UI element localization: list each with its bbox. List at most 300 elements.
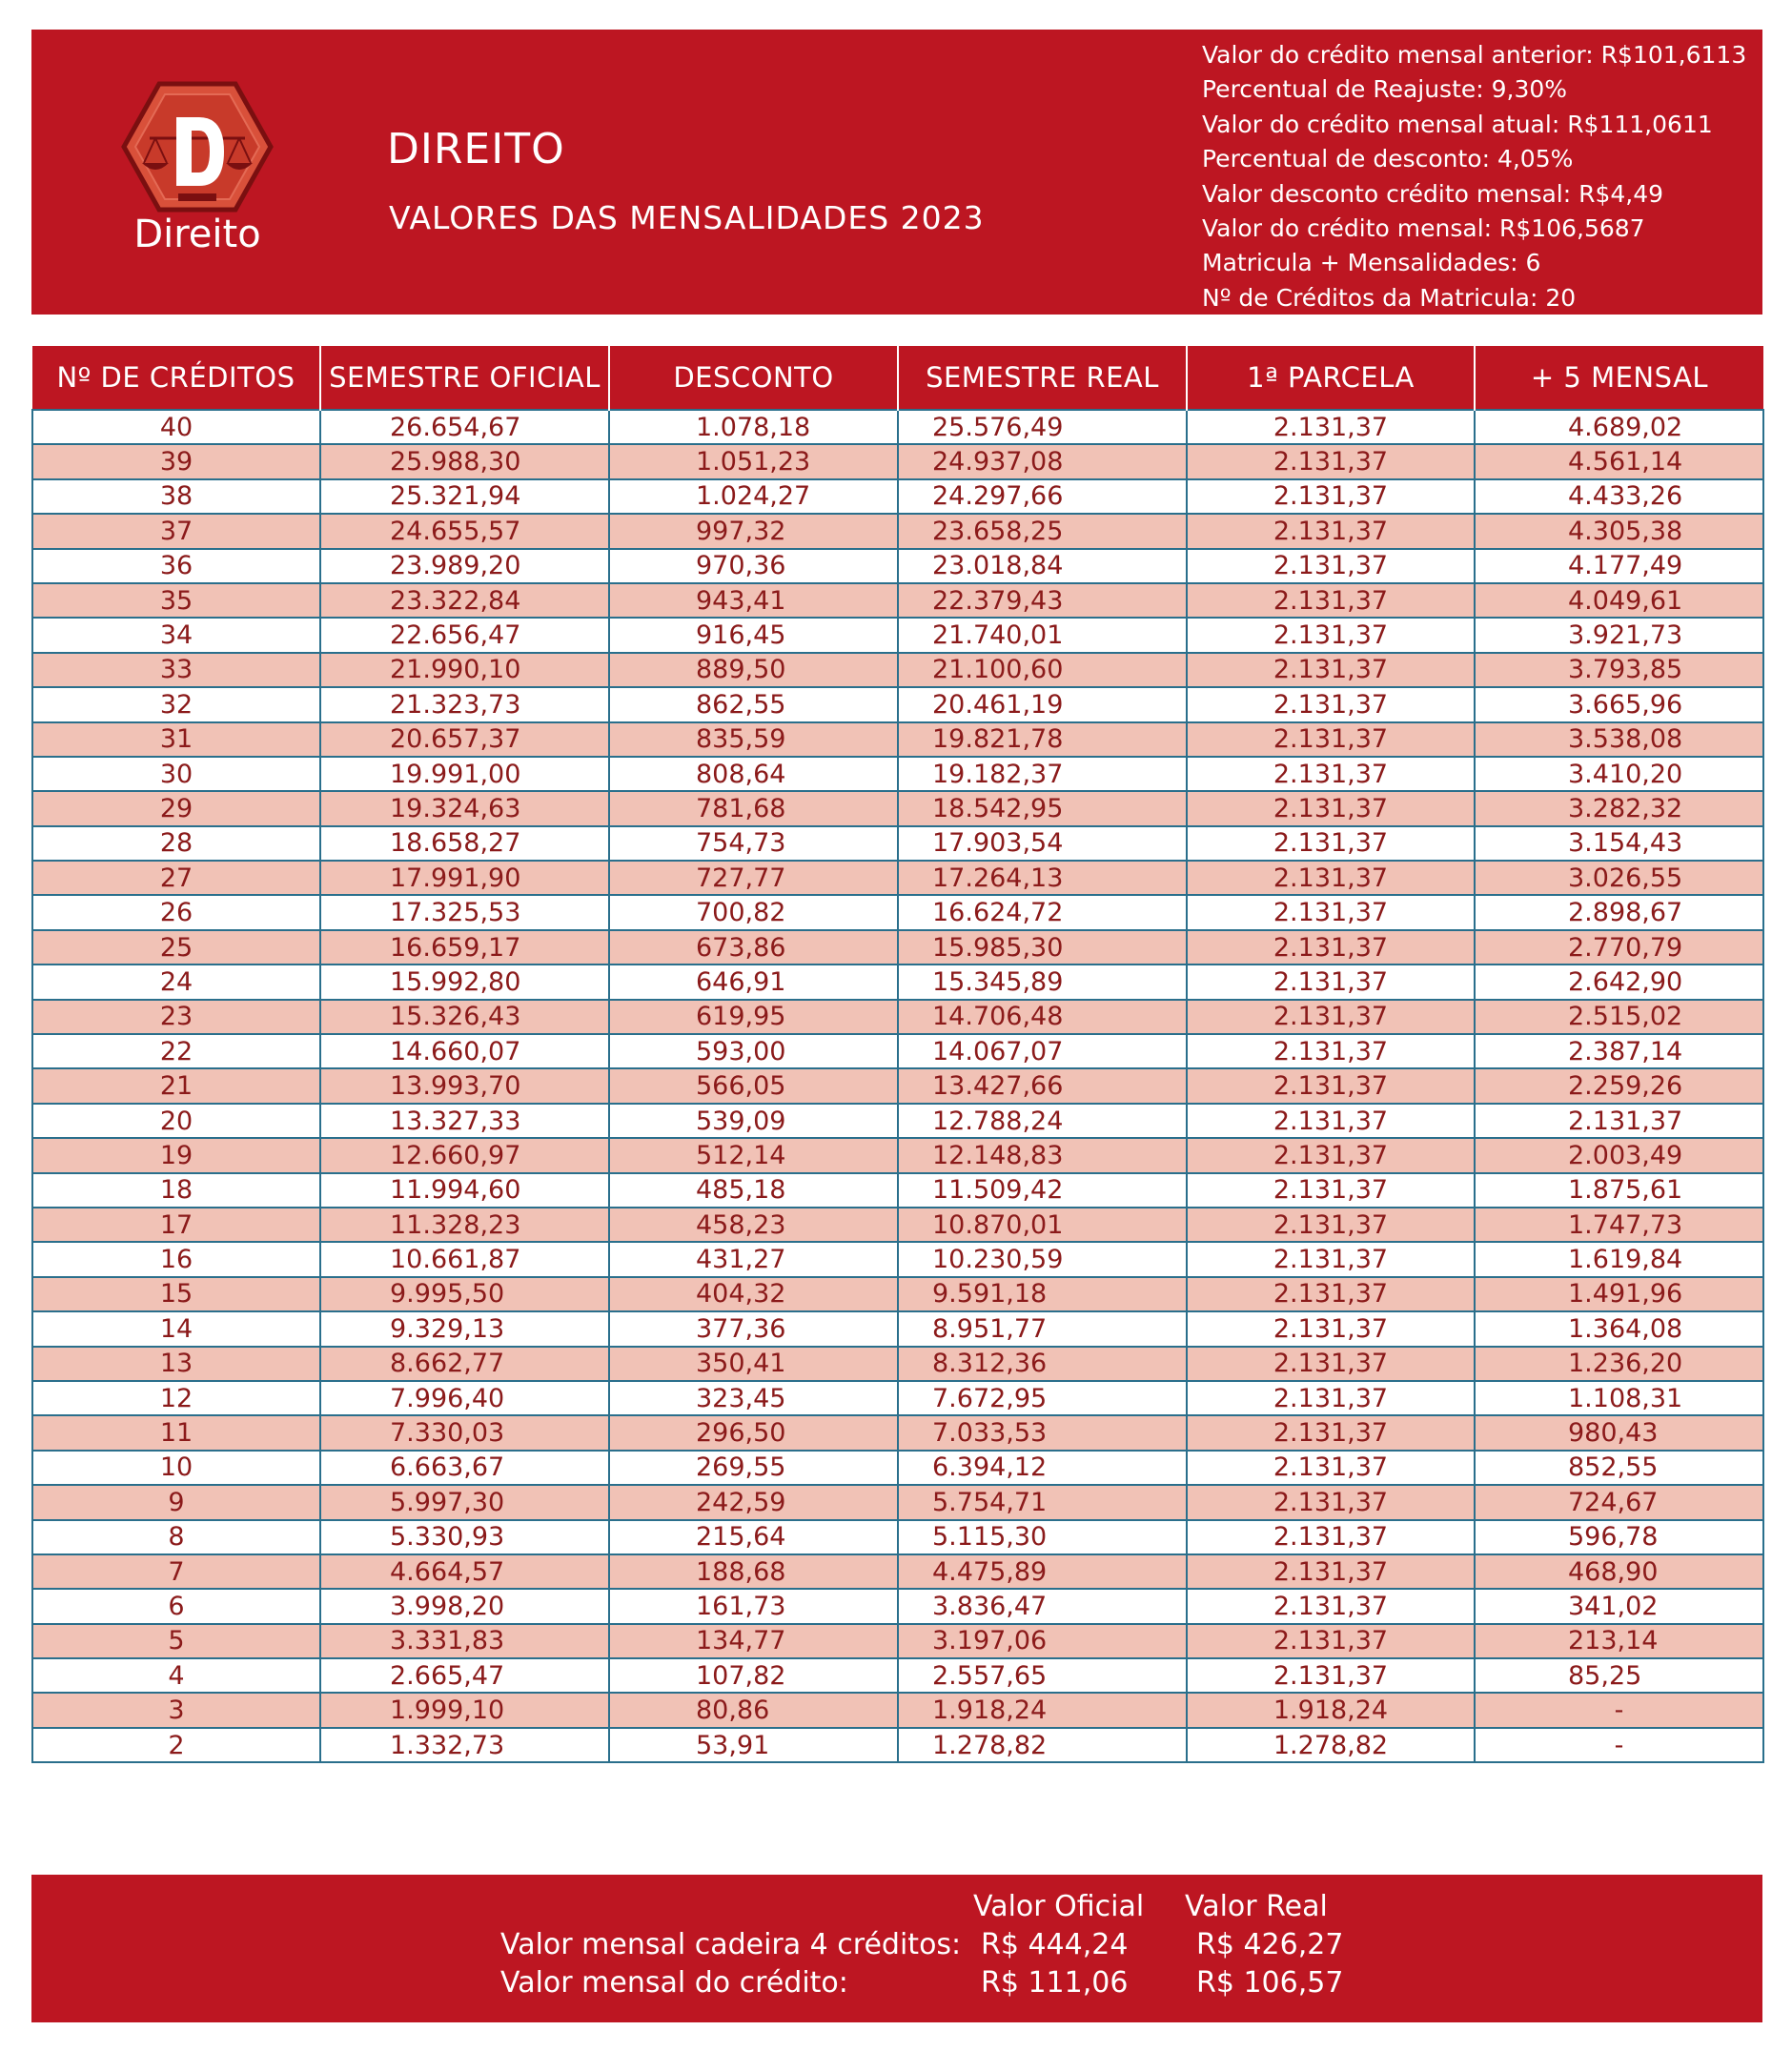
footer-row2-official: R$ 111,06 [981, 1966, 1129, 2000]
table-cell: 19.991,00 [320, 757, 609, 791]
table-cell: 2.131,37 [1187, 1658, 1475, 1693]
table-row [32, 1242, 1763, 1276]
table-cell: 539,09 [609, 1104, 898, 1138]
table-row [32, 653, 1763, 687]
table-body [32, 410, 1763, 1762]
table-cell: 2.665,47 [320, 1658, 609, 1693]
table-cell: 593,00 [609, 1034, 898, 1068]
table-cell: 24 [32, 965, 320, 999]
table-cell: 2.131,37 [1187, 895, 1475, 929]
table-cell: 1.747,73 [1475, 1208, 1763, 1242]
fees-table-container [31, 346, 1762, 1763]
page-title: DIREITO [387, 125, 565, 173]
logo-text: Direito [133, 213, 261, 256]
table-cell: 23.322,84 [320, 583, 609, 618]
table-header-row [32, 346, 1763, 410]
table-cell: 2.131,37 [1187, 1347, 1475, 1381]
table-cell: 12.788,24 [898, 1104, 1187, 1138]
table-cell: 2.131,37 [1187, 1485, 1475, 1519]
table-cell: 12 [32, 1381, 320, 1415]
table-cell: 2.131,37 [1187, 1034, 1475, 1068]
info-line: Valor do crédito mensal anterior: R$101,6113 [1202, 41, 1747, 69]
table-cell: 566,05 [609, 1068, 898, 1103]
table-cell: 2.131,37 [1187, 1104, 1475, 1138]
table-cell: 2.131,37 [1187, 1554, 1475, 1589]
table-cell: 4.475,89 [898, 1554, 1187, 1589]
table-cell: 2.131,37 [1187, 549, 1475, 583]
table-cell: 269,55 [609, 1451, 898, 1485]
footer-row2-real: R$ 106,57 [1196, 1966, 1344, 2000]
table-cell: 835,59 [609, 722, 898, 757]
table-row [32, 1554, 1763, 1589]
table-cell: 2.131,37 [1187, 1624, 1475, 1658]
table-cell: 25 [32, 930, 320, 965]
table-cell: 1.491,96 [1475, 1277, 1763, 1311]
table-cell: 19.182,37 [898, 757, 1187, 791]
table-row [32, 479, 1763, 514]
table-cell: 916,45 [609, 618, 898, 652]
table-cell: 4.305,38 [1475, 514, 1763, 548]
table-cell: 14.660,07 [320, 1034, 609, 1068]
table-cell: 19.324,63 [320, 791, 609, 825]
table-cell: 36 [32, 549, 320, 583]
table-cell: 26.654,67 [320, 410, 609, 444]
table-cell: 377,36 [609, 1311, 898, 1346]
table-cell: 5.997,30 [320, 1485, 609, 1519]
table-cell: 18.658,27 [320, 826, 609, 861]
table-cell: 2.515,02 [1475, 1000, 1763, 1034]
table-row [32, 1311, 1763, 1346]
table-cell: 9 [32, 1485, 320, 1519]
table-cell: 2.131,37 [1187, 1415, 1475, 1450]
table-cell: 14.706,48 [898, 1000, 1187, 1034]
table-cell: 2.131,37 [1187, 826, 1475, 861]
table-cell: 2.259,26 [1475, 1068, 1763, 1103]
table-cell: 350,41 [609, 1347, 898, 1381]
table-cell: 2.131,37 [1187, 444, 1475, 478]
table-cell: 134,77 [609, 1624, 898, 1658]
table-row [32, 722, 1763, 757]
table-cell: 1.024,27 [609, 479, 898, 514]
table-row [32, 1624, 1763, 1658]
table-cell: 724,67 [1475, 1485, 1763, 1519]
table-cell: 12.148,83 [898, 1138, 1187, 1172]
info-line: Valor desconto crédito mensal: R$4,49 [1202, 179, 1664, 208]
table-cell: 943,41 [609, 583, 898, 618]
info-line: Valor do crédito mensal atual: R$111,0611 [1202, 110, 1713, 138]
table-cell: 23.658,25 [898, 514, 1187, 548]
table-cell: 29 [32, 791, 320, 825]
footer-row2-label: Valor mensal do crédito: [500, 1966, 848, 2000]
table-cell: 21.100,60 [898, 653, 1187, 687]
table-cell: 3.026,55 [1475, 861, 1763, 895]
table-cell: - [1475, 1728, 1763, 1762]
table-cell: 17.325,53 [320, 895, 609, 929]
table-cell: 21.990,10 [320, 653, 609, 687]
table-cell: - [1475, 1693, 1763, 1727]
table-cell: 2.131,37 [1187, 583, 1475, 618]
table-cell: 23.018,84 [898, 549, 1187, 583]
info-panel [1202, 38, 1746, 315]
table-cell: 2.131,37 [1187, 1173, 1475, 1208]
table-cell: 3.793,85 [1475, 653, 1763, 687]
table-cell: 21 [32, 1068, 320, 1103]
column-header: SEMESTRE REAL [898, 346, 1187, 410]
table-row [32, 1381, 1763, 1415]
table-cell: 970,36 [609, 549, 898, 583]
table-cell: 2.131,37 [1187, 479, 1475, 514]
table-cell: 2.131,37 [1187, 1138, 1475, 1172]
table-cell: 14.067,07 [898, 1034, 1187, 1068]
table-cell: 754,73 [609, 826, 898, 861]
footer-row1-label: Valor mensal cadeira 4 créditos: [500, 1928, 962, 1961]
table-row [32, 1693, 1763, 1727]
fees-table [31, 346, 1764, 1763]
table-cell: 16 [32, 1242, 320, 1276]
table-row [32, 1104, 1763, 1138]
table-cell: 2.131,37 [1187, 965, 1475, 999]
table-cell: 2 [32, 1728, 320, 1762]
table-cell: 53,91 [609, 1728, 898, 1762]
table-cell: 8.312,36 [898, 1347, 1187, 1381]
table-cell: 39 [32, 444, 320, 478]
table-cell: 2.131,37 [1187, 1520, 1475, 1554]
table-cell: 7.672,95 [898, 1381, 1187, 1415]
table-cell: 2.131,37 [1187, 653, 1475, 687]
table-row [32, 1589, 1763, 1623]
table-cell: 5.754,71 [898, 1485, 1187, 1519]
table-cell: 512,14 [609, 1138, 898, 1172]
table-row [32, 965, 1763, 999]
table-cell: 18.542,95 [898, 791, 1187, 825]
table-cell: 2.557,65 [898, 1658, 1187, 1693]
table-cell: 213,14 [1475, 1624, 1763, 1658]
table-row [32, 687, 1763, 721]
table-cell: 8 [32, 1520, 320, 1554]
table-cell: 2.131,37 [1187, 1381, 1475, 1415]
table-row [32, 410, 1763, 444]
table-cell: 14 [32, 1311, 320, 1346]
table-cell: 4.689,02 [1475, 410, 1763, 444]
table-cell: 11.328,23 [320, 1208, 609, 1242]
table-cell: 700,82 [609, 895, 898, 929]
table-cell: 1.619,84 [1475, 1242, 1763, 1276]
table-cell: 2.387,14 [1475, 1034, 1763, 1068]
table-cell: 3.538,08 [1475, 722, 1763, 757]
table-cell: 1.108,31 [1475, 1381, 1763, 1415]
table-cell: 8.951,77 [898, 1311, 1187, 1346]
table-cell: 12.660,97 [320, 1138, 609, 1172]
table-cell: 17.903,54 [898, 826, 1187, 861]
table-cell: 13 [32, 1347, 320, 1381]
footer-row1-official: R$ 444,24 [981, 1928, 1129, 1961]
table-row [32, 1658, 1763, 1693]
table-row [32, 757, 1763, 791]
table-cell: 10.230,59 [898, 1242, 1187, 1276]
table-cell: 188,68 [609, 1554, 898, 1589]
table-cell: 2.131,37 [1187, 722, 1475, 757]
table-cell: 15.985,30 [898, 930, 1187, 965]
table-cell: 3.154,43 [1475, 826, 1763, 861]
table-cell: 38 [32, 479, 320, 514]
table-cell: 646,91 [609, 965, 898, 999]
direito-logo [102, 81, 293, 272]
table-cell: 7.033,53 [898, 1415, 1187, 1450]
table-cell: 781,68 [609, 791, 898, 825]
column-header: Nº DE CRÉDITOS [32, 346, 320, 410]
table-cell: 980,43 [1475, 1415, 1763, 1450]
table-cell: 3.921,73 [1475, 618, 1763, 652]
table-cell: 997,32 [609, 514, 898, 548]
table-cell: 431,27 [609, 1242, 898, 1276]
table-cell: 28 [32, 826, 320, 861]
table-cell: 2.131,37 [1187, 757, 1475, 791]
table-cell: 15 [32, 1277, 320, 1311]
table-cell: 21.740,01 [898, 618, 1187, 652]
table-cell: 13.427,66 [898, 1068, 1187, 1103]
table-cell: 2.131,37 [1187, 791, 1475, 825]
table-cell: 323,45 [609, 1381, 898, 1415]
table-cell: 7 [32, 1554, 320, 1589]
column-header: 1ª PARCELA [1187, 346, 1475, 410]
table-cell: 17 [32, 1208, 320, 1242]
table-row [32, 791, 1763, 825]
table-cell: 2.131,37 [1187, 1208, 1475, 1242]
table-cell: 4 [32, 1658, 320, 1693]
table-cell: 862,55 [609, 687, 898, 721]
table-cell: 2.131,37 [1187, 618, 1475, 652]
table-cell: 485,18 [609, 1173, 898, 1208]
table-cell: 10 [32, 1451, 320, 1485]
table-cell: 2.131,37 [1187, 514, 1475, 548]
table-cell: 25.321,94 [320, 479, 609, 514]
table-cell: 17.264,13 [898, 861, 1187, 895]
table-row [32, 1520, 1763, 1554]
table-cell: 5.115,30 [898, 1520, 1187, 1554]
table-cell: 24.297,66 [898, 479, 1187, 514]
table-cell: 808,64 [609, 757, 898, 791]
table-cell: 15.345,89 [898, 965, 1187, 999]
table-row [32, 1728, 1763, 1762]
table-cell: 296,50 [609, 1415, 898, 1450]
table-cell: 20.657,37 [320, 722, 609, 757]
table-cell: 3 [32, 1693, 320, 1727]
table-row [32, 1415, 1763, 1450]
table-cell: 22 [32, 1034, 320, 1068]
table-cell: 20 [32, 1104, 320, 1138]
table-row [32, 1208, 1763, 1242]
table-cell: 25.576,49 [898, 410, 1187, 444]
table-cell: 1.051,23 [609, 444, 898, 478]
table-cell: 18 [32, 1173, 320, 1208]
table-cell: 1.078,18 [609, 410, 898, 444]
table-cell: 15.992,80 [320, 965, 609, 999]
footer-col-real: Valor Real [1185, 1890, 1328, 1923]
page-subtitle: VALORES DAS MENSALIDADES 2023 [389, 199, 985, 236]
table-cell: 11.994,60 [320, 1173, 609, 1208]
table-cell: 458,23 [609, 1208, 898, 1242]
table-cell: 33 [32, 653, 320, 687]
table-cell: 242,59 [609, 1485, 898, 1519]
table-cell: 107,82 [609, 1658, 898, 1693]
table-cell: 3.836,47 [898, 1589, 1187, 1623]
table-cell: 161,73 [609, 1589, 898, 1623]
table-cell: 889,50 [609, 653, 898, 687]
table-cell: 2.131,37 [1187, 861, 1475, 895]
table-row [32, 444, 1763, 478]
table-cell: 3.197,06 [898, 1624, 1187, 1658]
table-cell: 35 [32, 583, 320, 618]
table-row [32, 930, 1763, 965]
table-cell: 17.991,90 [320, 861, 609, 895]
table-row [32, 514, 1763, 548]
table-row [32, 1034, 1763, 1068]
table-cell: 6 [32, 1589, 320, 1623]
table-cell: 4.664,57 [320, 1554, 609, 1589]
table-cell: 26 [32, 895, 320, 929]
table-cell: 2.131,37 [1187, 410, 1475, 444]
table-cell: 5 [32, 1624, 320, 1658]
table-cell: 3.665,96 [1475, 687, 1763, 721]
footer-summary [31, 1875, 1762, 2022]
column-header: + 5 MENSAL [1475, 346, 1763, 410]
table-cell: 10.661,87 [320, 1242, 609, 1276]
table-cell: 16.624,72 [898, 895, 1187, 929]
table-cell: 24.937,08 [898, 444, 1187, 478]
table-cell: 3.998,20 [320, 1589, 609, 1623]
table-row [32, 549, 1763, 583]
table-cell: 468,90 [1475, 1554, 1763, 1589]
table-cell: 673,86 [609, 930, 898, 965]
table-cell: 85,25 [1475, 1658, 1763, 1693]
table-cell: 4.177,49 [1475, 549, 1763, 583]
table-cell: 2.131,37 [1187, 930, 1475, 965]
table-cell: 2.770,79 [1475, 930, 1763, 965]
table-cell: 9.329,13 [320, 1311, 609, 1346]
table-cell: 19 [32, 1138, 320, 1172]
header-banner [31, 30, 1762, 315]
table-cell: 16.659,17 [320, 930, 609, 965]
table-cell: 619,95 [609, 1000, 898, 1034]
table-row [32, 826, 1763, 861]
table-cell: 22.379,43 [898, 583, 1187, 618]
scales-of-justice-icon [121, 81, 274, 213]
table-cell: 27 [32, 861, 320, 895]
table-cell: 3.410,20 [1475, 757, 1763, 791]
table-cell: 20.461,19 [898, 687, 1187, 721]
table-cell: 1.364,08 [1475, 1311, 1763, 1346]
table-cell: 1.918,24 [1187, 1693, 1475, 1727]
table-cell: 1.278,82 [1187, 1728, 1475, 1762]
table-cell: 852,55 [1475, 1451, 1763, 1485]
table-cell: 22.656,47 [320, 618, 609, 652]
table-cell: 9.591,18 [898, 1277, 1187, 1311]
table-cell: 13.993,70 [320, 1068, 609, 1103]
info-line: Percentual de Reajuste: 9,30% [1202, 75, 1568, 104]
table-cell: 2.131,37 [1187, 1311, 1475, 1346]
table-cell: 2.898,67 [1475, 895, 1763, 929]
table-cell: 4.561,14 [1475, 444, 1763, 478]
table-cell: 2.131,37 [1187, 1589, 1475, 1623]
info-line: Nº de Créditos da Matricula: 20 [1202, 283, 1577, 312]
table-row [32, 1068, 1763, 1103]
table-cell: 2.131,37 [1187, 1242, 1475, 1276]
table-cell: 2.131,37 [1475, 1104, 1763, 1138]
table-cell: 1.918,24 [898, 1693, 1187, 1727]
table-cell: 3.282,32 [1475, 791, 1763, 825]
table-cell: 2.131,37 [1187, 1277, 1475, 1311]
footer-row1-real: R$ 426,27 [1196, 1928, 1344, 1961]
table-cell: 341,02 [1475, 1589, 1763, 1623]
table-cell: 404,32 [609, 1277, 898, 1311]
table-cell: 30 [32, 757, 320, 791]
table-row [32, 861, 1763, 895]
table-cell: 37 [32, 514, 320, 548]
info-line: Percentual de desconto: 4,05% [1202, 145, 1574, 173]
table-cell: 10.870,01 [898, 1208, 1187, 1242]
table-cell: 3.331,83 [320, 1624, 609, 1658]
table-row [32, 1451, 1763, 1485]
column-header: SEMESTRE OFICIAL [320, 346, 609, 410]
table-cell: 4.433,26 [1475, 479, 1763, 514]
table-row [32, 583, 1763, 618]
table-cell: 25.988,30 [320, 444, 609, 478]
table-cell: 2.642,90 [1475, 965, 1763, 999]
column-header: DESCONTO [609, 346, 898, 410]
table-cell: 2.131,37 [1187, 1068, 1475, 1103]
table-cell: 6.394,12 [898, 1451, 1187, 1485]
table-cell: 4.049,61 [1475, 583, 1763, 618]
table-cell: 596,78 [1475, 1520, 1763, 1554]
table-row [32, 1347, 1763, 1381]
table-row [32, 895, 1763, 929]
table-cell: 5.330,93 [320, 1520, 609, 1554]
table-row [32, 618, 1763, 652]
table-cell: 8.662,77 [320, 1347, 609, 1381]
table-cell: 1.236,20 [1475, 1347, 1763, 1381]
table-cell: 2.131,37 [1187, 1000, 1475, 1034]
table-cell: 727,77 [609, 861, 898, 895]
table-cell: 215,64 [609, 1520, 898, 1554]
table-cell: 11 [32, 1415, 320, 1450]
table-cell: 21.323,73 [320, 687, 609, 721]
table-cell: 15.326,43 [320, 1000, 609, 1034]
table-cell: 7.996,40 [320, 1381, 609, 1415]
table-row [32, 1000, 1763, 1034]
table-row [32, 1485, 1763, 1519]
table-cell: 80,86 [609, 1693, 898, 1727]
table-row [32, 1173, 1763, 1208]
table-cell: 7.330,03 [320, 1415, 609, 1450]
table-cell: 40 [32, 410, 320, 444]
table-cell: 11.509,42 [898, 1173, 1187, 1208]
table-cell: 19.821,78 [898, 722, 1187, 757]
table-cell: 1.999,10 [320, 1693, 609, 1727]
table-cell: 31 [32, 722, 320, 757]
table-cell: 23.989,20 [320, 549, 609, 583]
info-line: Valor do crédito mensal: R$106,5687 [1202, 214, 1645, 243]
table-cell: 34 [32, 618, 320, 652]
info-line: Matricula + Mensalidades: 6 [1202, 249, 1541, 277]
footer-col-official: Valor Oficial [973, 1890, 1145, 1923]
table-cell: 6.663,67 [320, 1451, 609, 1485]
table-row [32, 1277, 1763, 1311]
table-cell: 2.131,37 [1187, 687, 1475, 721]
table-cell: 9.995,50 [320, 1277, 609, 1311]
table-cell: 1.278,82 [898, 1728, 1187, 1762]
table-cell: 2.003,49 [1475, 1138, 1763, 1172]
table-row [32, 1138, 1763, 1172]
